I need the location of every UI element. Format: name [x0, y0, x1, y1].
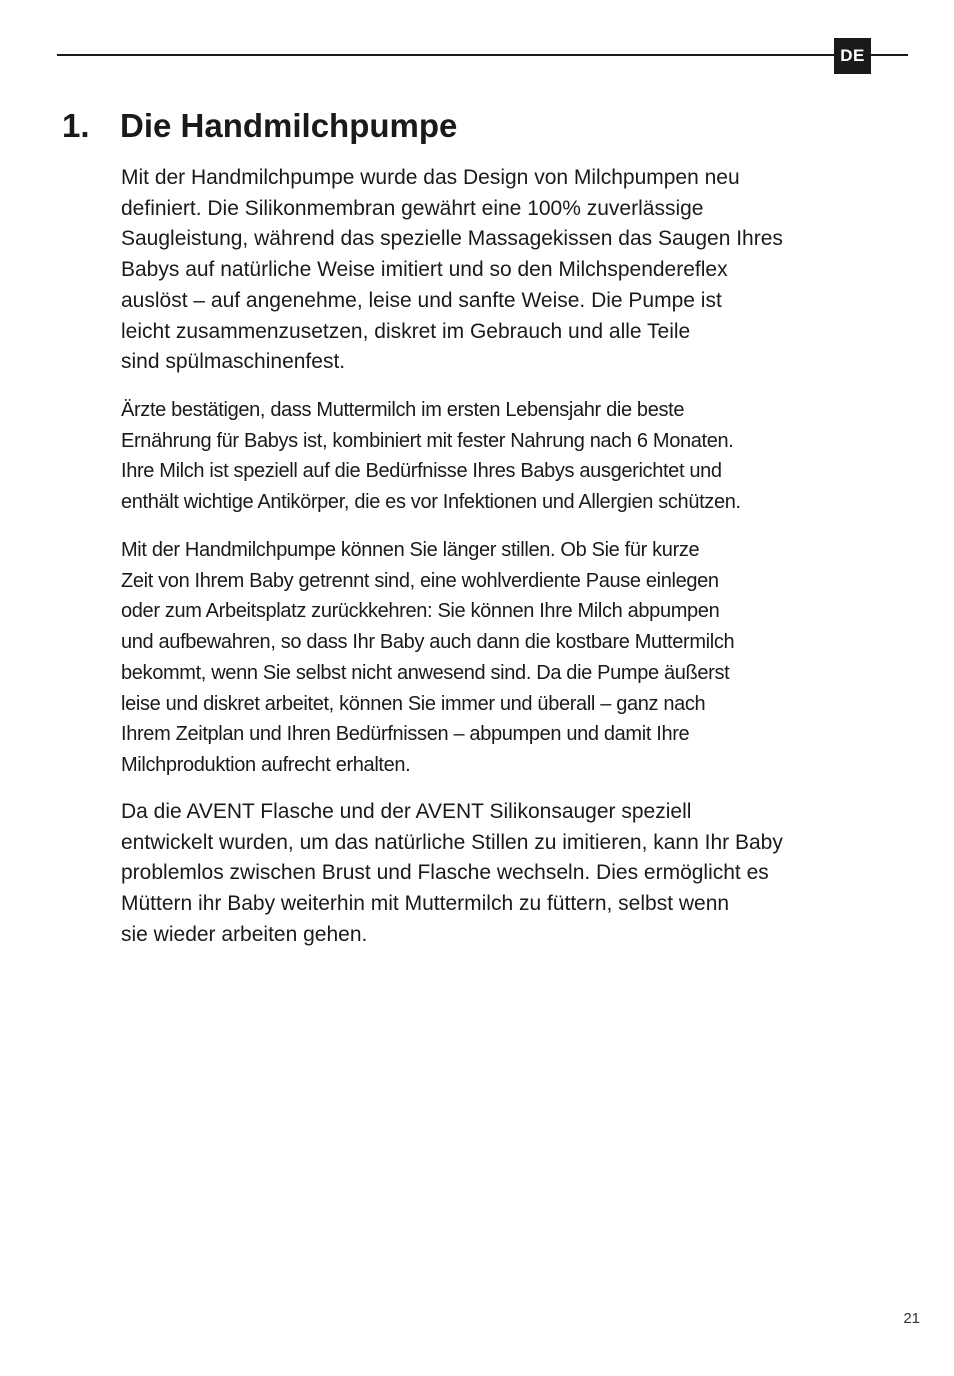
text-line: Ärzte bestätigen, dass Muttermilch im ersten Lebensjahr die beste: [121, 399, 685, 421]
language-badge: DE: [834, 38, 871, 74]
text-line: Saugleistung, während das spezielle Massagekissen das Saugen Ihres: [121, 227, 783, 251]
text-line: sind spülmaschinenfest.: [121, 350, 346, 374]
section-heading: [62, 104, 457, 148]
text-line: leise und diskret arbeitet, können Sie immer und überall – ganz nach: [121, 692, 706, 715]
text-line: sie wieder arbeiten gehen.: [121, 922, 368, 946]
paragraph-avent: [121, 797, 881, 951]
header-rule: [57, 54, 908, 56]
paragraph-intro: [121, 163, 881, 378]
text-line: Mit der Handmilchpumpe können Sie länger stillen. Ob Sie für kurze: [121, 539, 700, 561]
text-line: definiert. Die Silikonmembran gewährt eine 100% zuverlässige: [121, 196, 704, 220]
text-line: Milchproduktion aufrecht erhalten.: [121, 753, 411, 776]
text-line: Babys auf natürliche Weise imitiert und so den Milchspendereflex: [121, 258, 728, 282]
section-number: 1.: [62, 107, 90, 144]
section-title: Die Handmilchpumpe: [120, 107, 458, 144]
text-line: Mit der Handmilchpumpe wurde das Design von Milchpumpen neu: [121, 166, 740, 189]
text-line: Da die AVENT Flasche und der AVENT Silikonsauger speziell: [121, 800, 692, 823]
text-line: auslöst – auf angenehme, leise und sanfte Weise. Die Pumpe ist: [121, 288, 722, 312]
text-line: oder zum Arbeitsplatz zurückkehren: Sie können Ihre Milch abpumpen: [121, 600, 720, 623]
text-line: problemlos zwischen Brust und Flasche wechseln. Dies ermöglicht es: [121, 861, 769, 885]
text-line: Zeit von Ihrem Baby getrennt sind, eine wohlverdiente Pause einlegen: [121, 569, 719, 592]
paragraph-doctors: [121, 395, 881, 518]
text-line: enthält wichtige Antikörper, die es vor Infektionen und Allergien schützen.: [121, 491, 741, 514]
text-line: entwickelt wurden, um das natürliche Stillen zu imitieren, kann Ihr Baby: [121, 830, 783, 854]
paragraph-breastfeeding: [121, 535, 881, 781]
text-line: Ernährung für Babys ist, kombiniert mit fester Nahrung nach 6 Monaten.: [121, 429, 734, 452]
page-number: 21: [903, 1310, 920, 1327]
text-line: Müttern ihr Baby weiterhin mit Muttermilch zu füttern, selbst wenn: [121, 892, 730, 916]
text-line: Ihrem Zeitplan und Ihren Bedürfnissen – abpumpen und damit Ihre: [121, 723, 690, 746]
text-line: und aufbewahren, so dass Ihr Baby auch dann die kostbare Muttermilch: [121, 631, 735, 654]
text-line: Ihre Milch ist speziell auf die Bedürfnisse Ihres Babys ausgerichtet und: [121, 460, 722, 483]
text-line: leicht zusammenzusetzen, diskret im Gebrauch und alle Teile: [121, 319, 691, 343]
text-line: bekommt, wenn Sie selbst nicht anwesend sind. Da die Pumpe äußerst: [121, 661, 730, 684]
